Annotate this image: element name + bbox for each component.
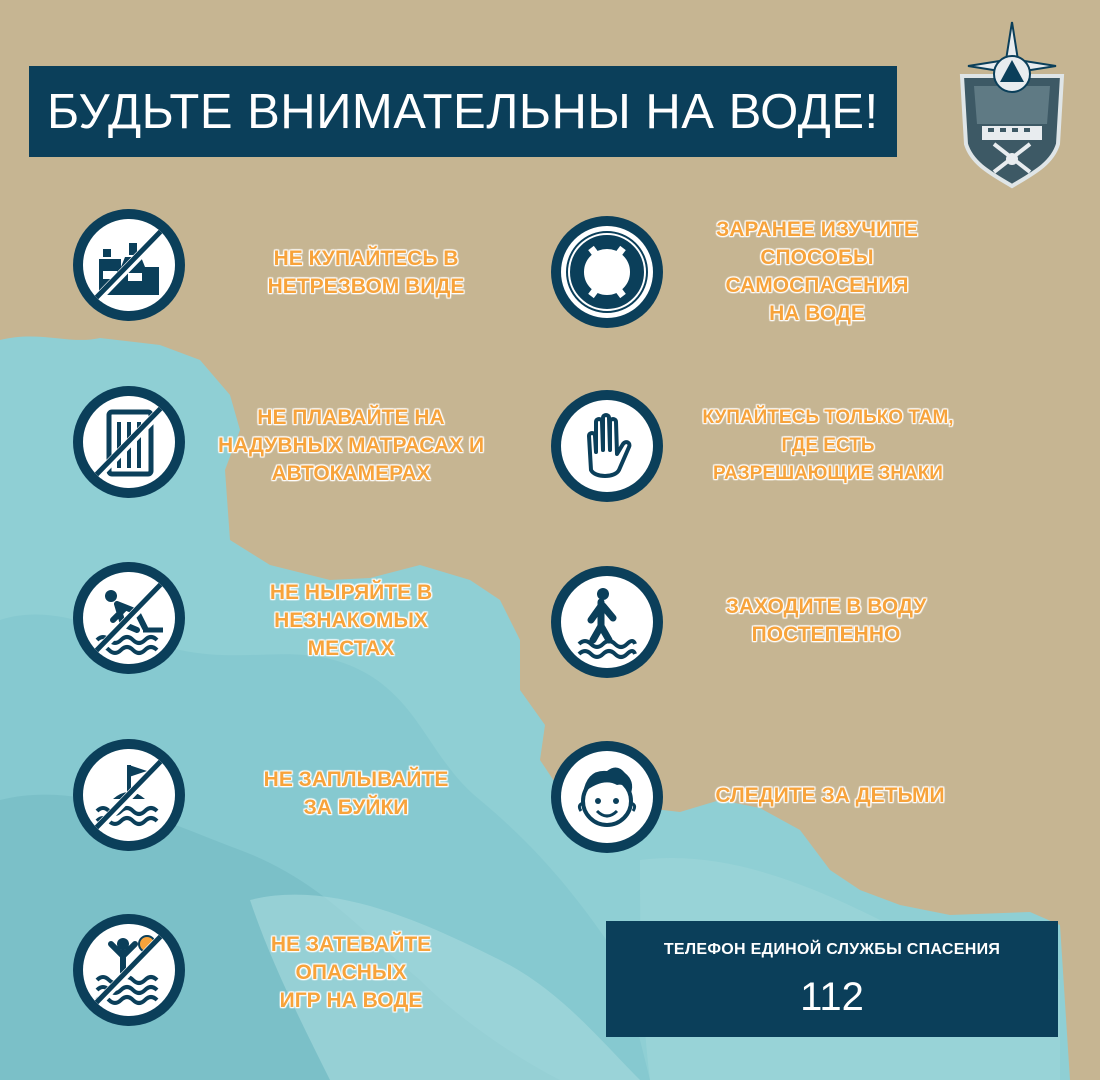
page-title: БУДЬТЕ ВНИМАТЕЛЬНЫ НА ВОДЕ! — [47, 84, 879, 139]
rule-line: НЕ ПЛАВАЙТЕ НА — [257, 406, 445, 429]
rule-label — [676, 593, 976, 649]
rule-label — [685, 782, 975, 810]
no-swim-past-buoy-icon — [73, 739, 185, 851]
rule-label — [196, 404, 506, 488]
rule-line: САМОСПАСЕНИЯ — [725, 274, 909, 297]
phone-number[interactable]: 112 — [800, 975, 864, 1019]
rule-label — [196, 931, 506, 1015]
rule-line: ЗА БУЙКИ — [303, 796, 409, 819]
rule-label — [672, 216, 962, 328]
rule-label — [196, 245, 536, 301]
no-alcohol-icon — [73, 209, 185, 321]
rule-line: МЕСТАХ — [307, 637, 395, 660]
rule-line: НЕ ЗАТЕВАЙТЕ — [270, 933, 432, 956]
rule-line: ПОСТЕПЕННО — [751, 623, 901, 646]
rule-line: РАЗРЕШАЮЩИЕ ЗНАКИ — [713, 463, 943, 484]
emergency-service-emblem-icon — [952, 14, 1072, 194]
phone-label: ТЕЛЕФОН ЕДИНОЙ СЛУЖБЫ СПАСЕНИЯ — [663, 941, 1001, 958]
rule-line: КУПАЙТЕСЬ ТОЛЬКО ТАМ, — [702, 407, 954, 428]
rule-line: СПОСОБЫ — [760, 246, 874, 269]
rule-label — [196, 579, 506, 663]
rule-line: ОПАСНЫХ — [295, 961, 407, 984]
rule-line: НАДУВНЫХ МАТРАСАХ И — [217, 434, 485, 457]
rule-line: НЕ НЫРЯЙТЕ В — [269, 581, 433, 604]
rule-line: АВТОКАМЕРАХ — [271, 462, 431, 485]
child-face-icon — [551, 741, 663, 853]
rule-line: ГДЕ ЕСТЬ — [781, 435, 875, 456]
lifebuoy-icon — [551, 216, 663, 328]
no-air-mattress-icon — [73, 386, 185, 498]
rule-label — [196, 766, 516, 822]
rule-label — [678, 404, 978, 488]
rule-line: НА ВОДЕ — [769, 302, 865, 325]
rule-line: НЕ ЗАПЛЫВАЙТЕ — [263, 768, 449, 791]
no-water-games-icon — [73, 914, 185, 1026]
rule-line: НЕЗНАКОМЫХ — [274, 609, 428, 632]
rule-line: ИГР НА ВОДЕ — [279, 989, 423, 1012]
title-banner — [29, 66, 897, 157]
rule-line: СЛЕДИТЕ ЗА ДЕТЬМИ — [715, 784, 945, 807]
rule-line: ЗАРАНЕЕ ИЗУЧИТЕ — [716, 218, 918, 241]
rule-line: ЗАХОДИТЕ В ВОДУ — [725, 595, 927, 618]
rule-line: НЕ КУПАЙТЕСЬ В — [273, 247, 459, 270]
emergency-phone-box — [606, 921, 1058, 1037]
no-diving-icon — [73, 562, 185, 674]
walk-into-water-icon — [551, 566, 663, 678]
hand-stop-icon — [551, 390, 663, 502]
rule-line: НЕТРЕЗВОМ ВИДЕ — [267, 275, 465, 298]
